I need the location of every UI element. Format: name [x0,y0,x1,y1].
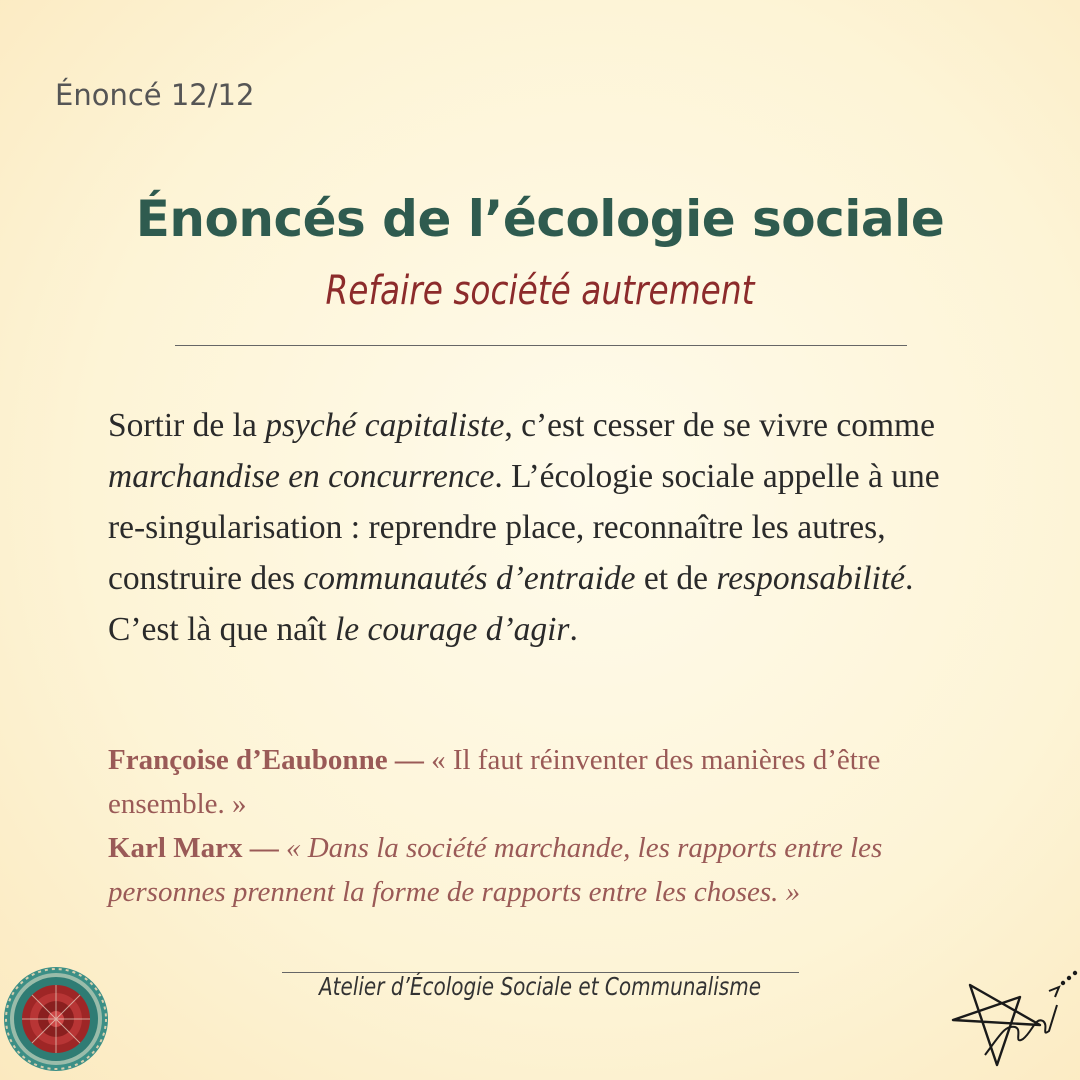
body-text-3: . L’écologie sociale appelle à une re-singularisation : reprendre place, reconnaître les autres, construire des [108,458,940,597]
quote-author: Karl Marx — [108,832,279,864]
body-text-6: . [569,611,578,648]
body-emphasis-2: marchandise en concurrence [108,458,495,495]
quotes-block [108,738,978,914]
body-text-5: . C’est là que naît [108,560,914,648]
quote-text: « Il faut réinventer des manières d’être ensemble. » [108,744,881,820]
body-emphasis-5: le courage d’agir [335,611,570,648]
body-text-2: , c’est cesser de se vivre comme [504,407,935,444]
footer-credit: Atelier d’Écologie Sociale et Communalisme [318,972,761,1001]
mandala-logo-icon [2,965,110,1073]
statement-counter: Énoncé 12/12 [55,78,255,112]
star-signature-icon [945,965,1080,1080]
body-text-1: Sortir de la [108,407,266,444]
quote-text: « Dans la société marchande, les rapports entre les personnes prennent la forme de rapports entre les choses. » [108,832,883,908]
page-title: Énoncés de l’écologie sociale [135,190,945,248]
quote-1 [108,738,978,826]
body-emphasis-1: psyché capitaliste [265,407,505,444]
header-divider [175,345,907,346]
body-emphasis-4: responsabilité [716,560,906,597]
statement-body [108,400,978,655]
body-emphasis-3: communautés d’entraide [303,560,636,597]
quote-2 [108,826,978,914]
quote-author: Françoise d’Eaubonne — [108,744,424,776]
page-subtitle: Refaire société autrement [325,268,755,314]
body-text-4: et de [635,560,717,597]
